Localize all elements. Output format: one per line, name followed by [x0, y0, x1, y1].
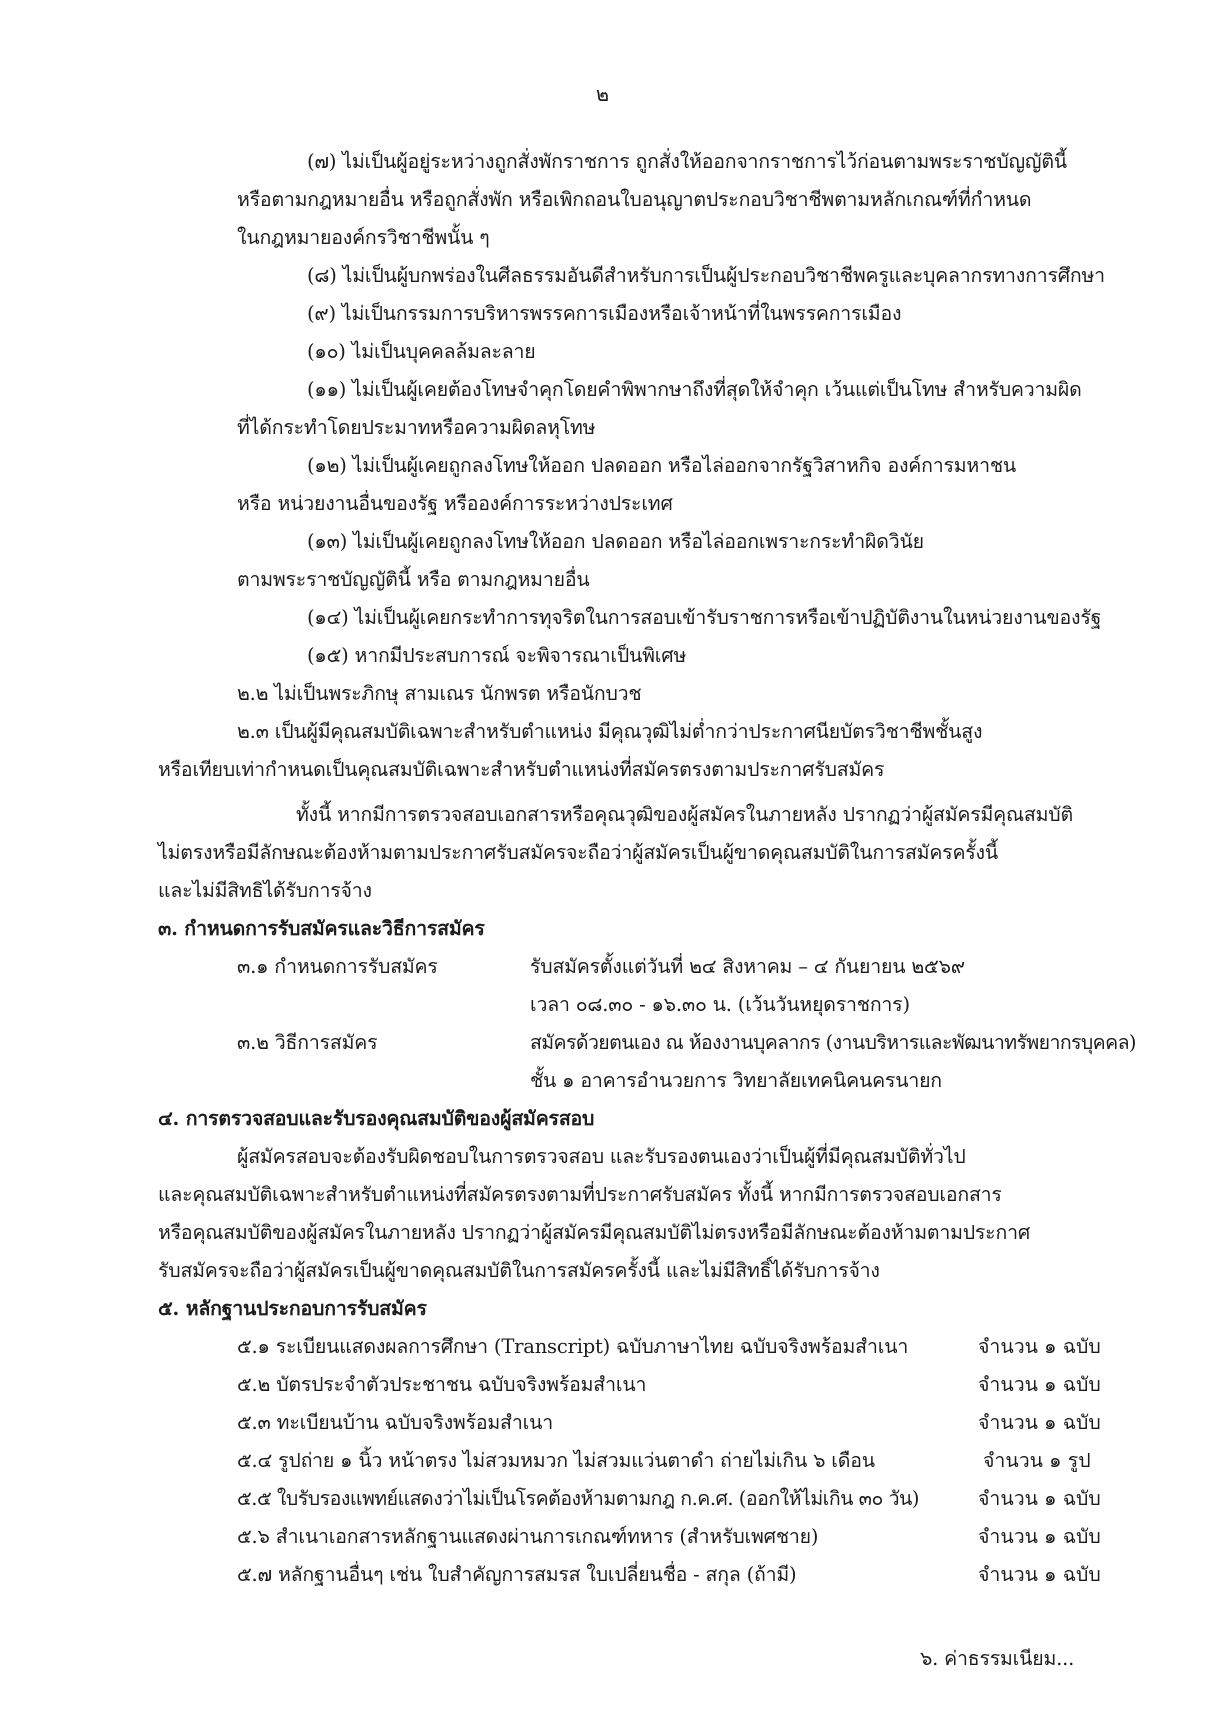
- doc-item-text: ๕.๔ รูปถ่าย ๑ นิ้ว หน้าตรง ไม่สวมหมวก ไม่สวมแว่นตาดำ ถ่ายไม่เกิน ๖ เดือน: [237, 1449, 875, 1472]
- doc-item-qty: จำนวน ๑ ฉบับ: [978, 1373, 1101, 1396]
- section-2-3-line-2: หรือเทียบเท่ากำหนดเป็นคุณสมบัติเฉพาะสำหรับตำแหน่งที่สมัครตรงตามประกาศรับสมัคร: [158, 758, 885, 781]
- doc-item-qty: จำนวน ๑ รูป: [983, 1449, 1091, 1472]
- section-3-2-label: ๓.๒ วิธีการสมัคร: [237, 1031, 378, 1054]
- doc-item-text: ๕.๖ สำเนาเอกสารหลักฐานแสดงผ่านการเกณฑ์ทหาร (สำหรับเพศชาย): [237, 1525, 819, 1548]
- q10: (๑๐) ไม่เป็นบุคคลล้มละลาย: [307, 340, 536, 363]
- section-3-heading: ๓. กำหนดการรับสมัครและวิธีการสมัคร: [158, 917, 485, 940]
- q13-line-1: (๑๓) ไม่เป็นผู้เคยถูกลงโทษให้ออก ปลดออก หรือไล่ออกเพราะกระทำผิดวินัย: [307, 530, 924, 553]
- q11-line-2: ที่ได้กระทำโดยประมาทหรือความผิดลหุโทษ: [237, 416, 596, 439]
- section-3-2-value-2: ชั้น ๑ อาคารอำนวยการ วิทยาลัยเทคนิคนครนายก: [530, 1069, 942, 1092]
- section-4-para-4: รับสมัครจะถือว่าผู้สมัครเป็นผู้ขาดคุณสมบัติในการสมัครครั้งนี้ และไม่มีสิทธิ์ได้รับการจ้าง: [158, 1259, 880, 1282]
- doc-item-qty: จำนวน ๑ ฉบับ: [978, 1487, 1101, 1510]
- section-3-1-value-1: รับสมัครตั้งแต่วันที่ ๒๔ สิงหาคม – ๔ กันยายน ๒๕๖๙: [530, 955, 965, 978]
- doc-item-text: ๕.๕ ใบรับรองแพทย์แสดงว่าไม่เป็นโรคต้องห้ามตามกฎ ก.ค.ศ. (ออกให้ไม่เกิน ๓๐ วัน): [237, 1487, 919, 1510]
- section-3-1-value-2: เวลา ๐๘.๓๐ - ๑๖.๓๐ น. (เว้นวันหยุดราชการ): [530, 993, 910, 1016]
- note-line-1: ทั้งนี้ หากมีการตรวจสอบเอกสารหรือคุณวุฒิของผู้สมัครในภายหลัง ปรากฏว่าผู้สมัครมีคุณสมบัติ: [296, 803, 1073, 826]
- section-4-para-3: หรือคุณสมบัติของผู้สมัครในภายหลัง ปรากฏว่าผู้สมัครมีคุณสมบัติไม่ตรงหรือมีลักษณะต้องห้ามตามประกาศ: [158, 1221, 1030, 1244]
- doc-item-qty: จำนวน ๑ ฉบับ: [978, 1563, 1101, 1586]
- q9: (๙) ไม่เป็นกรรมการบริหารพรรคการเมืองหรือเจ้าหน้าที่ในพรรคการเมือง: [307, 302, 902, 325]
- section-2-2: ๒.๒ ไม่เป็นพระภิกษุ สามเณร นักพรต หรือนักบวช: [237, 682, 642, 705]
- q7-line-2: หรือตามกฎหมายอื่น หรือถูกสั่งพัก หรือเพิกถอนใบอนุญาตประกอบวิชาชีพตามหลักเกณฑ์ที่กำหนด: [237, 188, 1032, 211]
- section-4-para-1: ผู้สมัครสอบจะต้องรับผิดชอบในการตรวจสอบ และรับรองตนเองว่าเป็นผู้ที่มีคุณสมบัติทั่วไป: [237, 1145, 966, 1168]
- q7-line-1: (๗) ไม่เป็นผู้อยู่ระหว่างถูกสั่งพักราชการ ถูกสั่งให้ออกจากราชการไว้ก่อนตามพระราชบัญญัตินี้: [307, 150, 1067, 173]
- doc-item-qty: จำนวน ๑ ฉบับ: [978, 1525, 1101, 1548]
- doc-item-text: ๕.๑ ระเบียนแสดงผลการศึกษา (Transcript) ฉบับภาษาไทย ฉบับจริงพร้อมสำเนา: [237, 1335, 909, 1358]
- next-page-indicator: ๖. ค่าธรรมเนียม...: [920, 1647, 1075, 1670]
- q15: (๑๕) หากมีประสบการณ์ จะพิจารณาเป็นพิเศษ: [307, 644, 687, 667]
- note-line-2: ไม่ตรงหรือมีลักษณะต้องห้ามตามประกาศรับสมัครจะถือว่าผู้สมัครเป็นผู้ขาดคุณสมบัติในการสมัครครั้งนี้: [158, 841, 999, 864]
- doc-item-text: ๕.๓ ทะเบียนบ้าน ฉบับจริงพร้อมสำเนา: [237, 1411, 554, 1434]
- q14: (๑๔) ไม่เป็นผู้เคยกระทำการทุจริตในการสอบเข้ารับราชการหรือเข้าปฏิบัติงานในหน่วยงานของรัฐ: [307, 606, 1102, 629]
- section-2-3-line-1: ๒.๓ เป็นผู้มีคุณสมบัติเฉพาะสำหรับตำแหน่ง มีคุณวุฒิไม่ต่ำกว่าประกาศนียบัตรวิชาชีพชั้นสูง: [237, 720, 983, 743]
- q13-line-2: ตามพระราชบัญญัตินี้ หรือ ตามกฎหมายอื่น: [237, 568, 590, 591]
- q8: (๘) ไม่เป็นผู้บกพร่องในศีลธรรมอันดีสำหรับการเป็นผู้ประกอบวิชาชีพครูและบุคลากรทางการศึกษา: [307, 264, 1105, 287]
- section-5-heading: ๕. หลักฐานประกอบการรับสมัคร: [158, 1297, 427, 1320]
- section-3-2-value-1: สมัครด้วยตนเอง ณ ห้องงานบุคลากร (งานบริหารและพัฒนาทรัพยากรบุคคล): [530, 1031, 1136, 1054]
- page-number: ๒: [595, 82, 610, 106]
- note-line-3: และไม่มีสิทธิได้รับการจ้าง: [158, 879, 372, 902]
- q7-line-3: ในกฎหมายองค์กรวิชาชีพนั้น ๆ: [237, 226, 490, 249]
- section-4-para-2: และคุณสมบัติเฉพาะสำหรับตำแหน่งที่สมัครตรงตามที่ประกาศรับสมัคร ทั้งนี้ หากมีการตรวจสอบเอกสาร: [158, 1183, 1002, 1206]
- section-4-heading: ๔. การตรวจสอบและรับรองคุณสมบัติของผู้สมัครสอบ: [158, 1107, 595, 1130]
- doc-item-text: ๕.๒ บัตรประจำตัวประชาชน ฉบับจริงพร้อมสำเนา: [237, 1373, 647, 1396]
- q12-line-1: (๑๒) ไม่เป็นผู้เคยถูกลงโทษให้ออก ปลดออก หรือไล่ออกจากรัฐวิสาหกิจ องค์การมหาชน: [307, 454, 1016, 477]
- doc-item-qty: จำนวน ๑ ฉบับ: [978, 1335, 1101, 1358]
- section-3-1-label: ๓.๑ กำหนดการรับสมัคร: [237, 955, 438, 978]
- doc-item-text: ๕.๗ หลักฐานอื่นๆ เช่น ใบสำคัญการสมรส ใบเปลี่ยนชื่อ - สกุล (ถ้ามี): [237, 1563, 797, 1586]
- doc-item-qty: จำนวน ๑ ฉบับ: [978, 1411, 1101, 1434]
- q12-line-2: หรือ หน่วยงานอื่นของรัฐ หรือองค์การระหว่างประเทศ: [237, 492, 673, 515]
- q11-line-1: (๑๑) ไม่เป็นผู้เคยต้องโทษจำคุกโดยคำพิพากษาถึงที่สุดให้จำคุก เว้นแต่เป็นโทษ สำหรับความผิด: [307, 378, 1082, 401]
